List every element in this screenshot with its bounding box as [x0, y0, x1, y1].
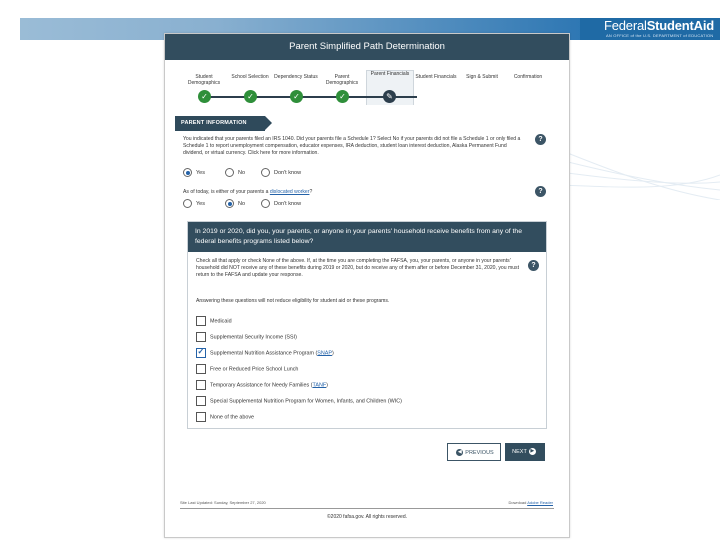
- radio-selected-icon: [225, 199, 234, 208]
- step-dependency-status[interactable]: Dependency Status: [274, 74, 318, 80]
- medicaid-checkbox[interactable]: Medicaid: [196, 316, 232, 326]
- schedule1-dontknow-radio[interactable]: Don't know: [261, 168, 301, 177]
- logo-subtitle: AN OFFICE of the U.S. DEPARTMENT of EDUCATION: [606, 33, 714, 38]
- benefits-heading: In 2019 or 2020, did you, your parents, or anyone in your parents' household receive benefits from any of the federal benefits programs listed below?: [188, 222, 546, 252]
- schedule1-options: [183, 168, 383, 178]
- help-icon[interactable]: ?: [535, 134, 546, 145]
- check-icon: ✓: [244, 90, 257, 103]
- checkbox-icon: [196, 316, 206, 326]
- help-icon[interactable]: ?: [528, 260, 539, 271]
- arrow-right-icon: ▶: [530, 448, 535, 455]
- step-sign-submit[interactable]: Sign & Submit: [466, 74, 498, 80]
- radio-icon: [261, 168, 270, 177]
- school-lunch-checkbox[interactable]: Free or Reduced Price School Lunch: [196, 364, 298, 374]
- radio-icon: [183, 199, 192, 208]
- radio-selected-icon: [183, 168, 192, 177]
- footer-divider: [180, 508, 554, 509]
- checkbox-icon: [196, 380, 206, 390]
- step-student-financials[interactable]: Student Financials: [415, 74, 457, 80]
- check-icon: ✓: [290, 90, 303, 103]
- pencil-icon: ✎: [383, 90, 396, 103]
- adobe-reader-link[interactable]: Adobe Reader: [527, 500, 553, 505]
- wic-checkbox[interactable]: Special Supplemental Nutrition Program for Women, Infants, and Children (WIC): [196, 396, 402, 406]
- radio-icon: [261, 199, 270, 208]
- benefits-panel: [187, 221, 547, 429]
- radio-icon: [225, 168, 234, 177]
- next-button[interactable]: NEXT ▶: [505, 443, 545, 461]
- step-parent-financials[interactable]: Parent Financials: [366, 70, 414, 105]
- schedule1-yes-radio[interactable]: Yes: [183, 168, 205, 177]
- snap-link[interactable]: SNAP: [317, 350, 332, 357]
- ssi-checkbox[interactable]: Supplemental Security Income (SSI): [196, 332, 297, 342]
- dislocated-no-radio[interactable]: No: [225, 199, 245, 208]
- schedule1-question: You indicated that your parents filed an IRS 1040. Did your parents file a Schedule 1? Select No if your parents did not file a Schedule 1 or only filed a Schedule 1 to report unemployment compensation, educator expenses, IRA deduction, student loan interest deduction, Alaska Permanent Fund dividend, or virtual currency. Click here for more information.: [183, 136, 521, 157]
- schedule1-no-radio[interactable]: No: [225, 168, 245, 177]
- step-parent-demographics[interactable]: Parent Demographics: [325, 74, 359, 86]
- step-student-demographics[interactable]: Student Demographics: [187, 74, 221, 86]
- federal-student-aid-logo: FederalStudentAid: [604, 18, 715, 33]
- screenshot-frame: [164, 33, 570, 538]
- snap-checkbox[interactable]: ✓Supplemental Nutrition Assistance Program (SNAP): [196, 348, 334, 358]
- last-updated: Site Last Updated: Sunday, September 27, 2020: [180, 500, 266, 505]
- benefits-instructions: Check all that apply or check None of the above. If, at the time you are completing the FAFSA, you, your parents, or anyone in your parents' household did NOT receive any of these benefits during 2019 or 2020, but do receive any of them after or before December 31, 2020, you must return to the FAFSA and update your response.: [196, 258, 519, 279]
- step-school-selection[interactable]: School Selection: [231, 74, 269, 80]
- checkbox-icon: [196, 364, 206, 374]
- dislocated-worker-question: As of today, is either of your parents a dislocated worker?: [183, 189, 313, 195]
- dislocated-dontknow-radio[interactable]: Don't know: [261, 199, 301, 208]
- benefits-note: Answering these questions will not reduce eligibility for student aid or these programs.: [196, 298, 390, 304]
- checkbox-icon: [196, 412, 206, 422]
- help-icon[interactable]: ?: [535, 186, 546, 197]
- check-icon: ✓: [198, 90, 211, 103]
- copyright: ©2020 fafsa.gov. All rights reserved.: [326, 514, 408, 520]
- checkbox-checked-icon: [196, 348, 206, 358]
- section-tag: PARENT INFORMATION: [175, 116, 265, 131]
- arrow-left-icon: ◀: [457, 449, 462, 456]
- check-icon: ✓: [336, 90, 349, 103]
- previous-button[interactable]: ◀ PREVIOUS: [447, 443, 501, 461]
- dislocated-worker-options: [183, 199, 383, 209]
- step-confirmation[interactable]: Confirmation: [513, 74, 543, 80]
- tanf-checkbox[interactable]: Temporary Assistance for Needy Families (TANF): [196, 380, 328, 390]
- checkbox-icon: [196, 332, 206, 342]
- checkbox-icon: [196, 396, 206, 406]
- tanf-link[interactable]: TANF: [312, 382, 327, 389]
- download-text: Download Adobe Reader: [508, 500, 553, 505]
- dislocated-yes-radio[interactable]: Yes: [183, 199, 205, 208]
- page-title: Parent Simplified Path Determination: [165, 34, 569, 60]
- dislocated-worker-link[interactable]: dislocated worker: [269, 189, 310, 195]
- none-of-above-checkbox[interactable]: None of the above: [196, 412, 254, 422]
